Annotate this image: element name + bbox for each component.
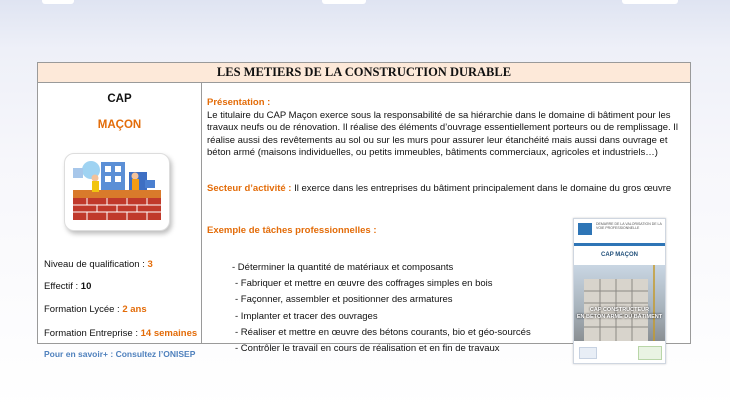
top-tab-2 [322, 0, 366, 4]
presentation-heading: Présentation : [207, 97, 271, 108]
onisep-link[interactable]: Pour en savoir+ : Consultez l’ONISEP [44, 349, 196, 359]
stat-formation-lycee-value: 2 ans [122, 304, 147, 315]
task-item: - Fabriquer et mettre en œuvre des coffrages simples en bois [235, 278, 493, 290]
cap-booklet-cover [573, 218, 666, 364]
stat-formation-entreprise [44, 328, 197, 339]
booklet-caption [574, 307, 665, 321]
task-item: - Façonner, assembler et positionner des armatures [235, 294, 453, 306]
trade-label: MAÇON [97, 119, 142, 131]
secteur-text: Il exerce dans les entreprises du bâtiment principalement dans le domaine du gros œuvre [291, 183, 672, 194]
booklet-footer-logo-right [638, 346, 662, 360]
stat-formation-lycee-label: Formation Lycée : [44, 304, 123, 315]
task-item: - Réaliser et mettre en œuvre des bétons courants, bio et géo-sourcés [235, 326, 531, 338]
stat-formation-lycee [44, 304, 147, 315]
left-column [38, 83, 202, 359]
diploma-label: CAP [107, 93, 132, 105]
presentation-text: Le titulaire du CAP Maçon exerce sous la responsabilité de sa hiérarchie dans le domaine di bâtiment pour les travaux neufs ou de rénovation. Il réalise des éléments d’ouvrage essentiellement porteurs ou de remplissage. Il réalise aussi des revêtements au sol ou sur les murs pour assurer leur étanchéité mais aussi dans ouvrage et béton armé (maisons individuelles, ou petits immeubles, bâtiments commerciaux, agricoles et industriels…) [207, 109, 679, 158]
tasks-list [232, 260, 531, 357]
stat-effectif [44, 281, 91, 292]
right-column [202, 83, 690, 355]
job-card [37, 62, 691, 359]
mason-illustration-graphic [65, 154, 169, 230]
booklet-caption-line2: EN BÉTON ARMÉ DU BÂTIMENT [576, 314, 663, 320]
stat-formation-entreprise-value: 14 semaines [140, 328, 198, 339]
page-title: LES METIERS DE LA CONSTRUCTION DURABLE [38, 63, 690, 83]
booklet-footer-logo-left [579, 347, 597, 359]
top-tab-3 [622, 0, 678, 4]
stat-effectif-label: Effectif : [44, 281, 81, 292]
booklet-logo [578, 223, 592, 235]
tasks-heading: Exemple de tâches professionnelles : [207, 225, 377, 236]
secteur-heading: Secteur d’activité : [207, 183, 292, 194]
building-photo-graphic [574, 265, 665, 341]
top-tab-1 [42, 0, 74, 4]
booklet-caption-line1: CAP CONSTRUCTEUR [589, 307, 650, 313]
stat-effectif-value: 10 [80, 281, 92, 292]
presentation-section [207, 97, 685, 160]
task-item: - Implanter et tracer des ouvrages [235, 310, 378, 322]
booklet-band: CAP MAÇON [601, 252, 638, 258]
booklet-blue-strip [574, 243, 665, 246]
booklet-header: DEMARRE DE LA VALORISATION DE LA VOIE PROFESSIONNELLE [596, 222, 662, 231]
stat-niveau-label: Niveau de qualification : [44, 259, 148, 270]
stat-niveau-value: 3 [147, 259, 153, 270]
stat-formation-entreprise-label: Formation Entreprise : [44, 328, 141, 339]
task-item: - Contrôler le travail en cours de réalisation et en fin de travaux [235, 343, 500, 355]
mason-illustration [64, 153, 170, 231]
secteur-section [207, 183, 685, 196]
stat-niveau [44, 259, 153, 270]
task-item: - Déterminer la quantité de matériaux et composants [232, 262, 454, 273]
booklet-photo [574, 265, 665, 341]
